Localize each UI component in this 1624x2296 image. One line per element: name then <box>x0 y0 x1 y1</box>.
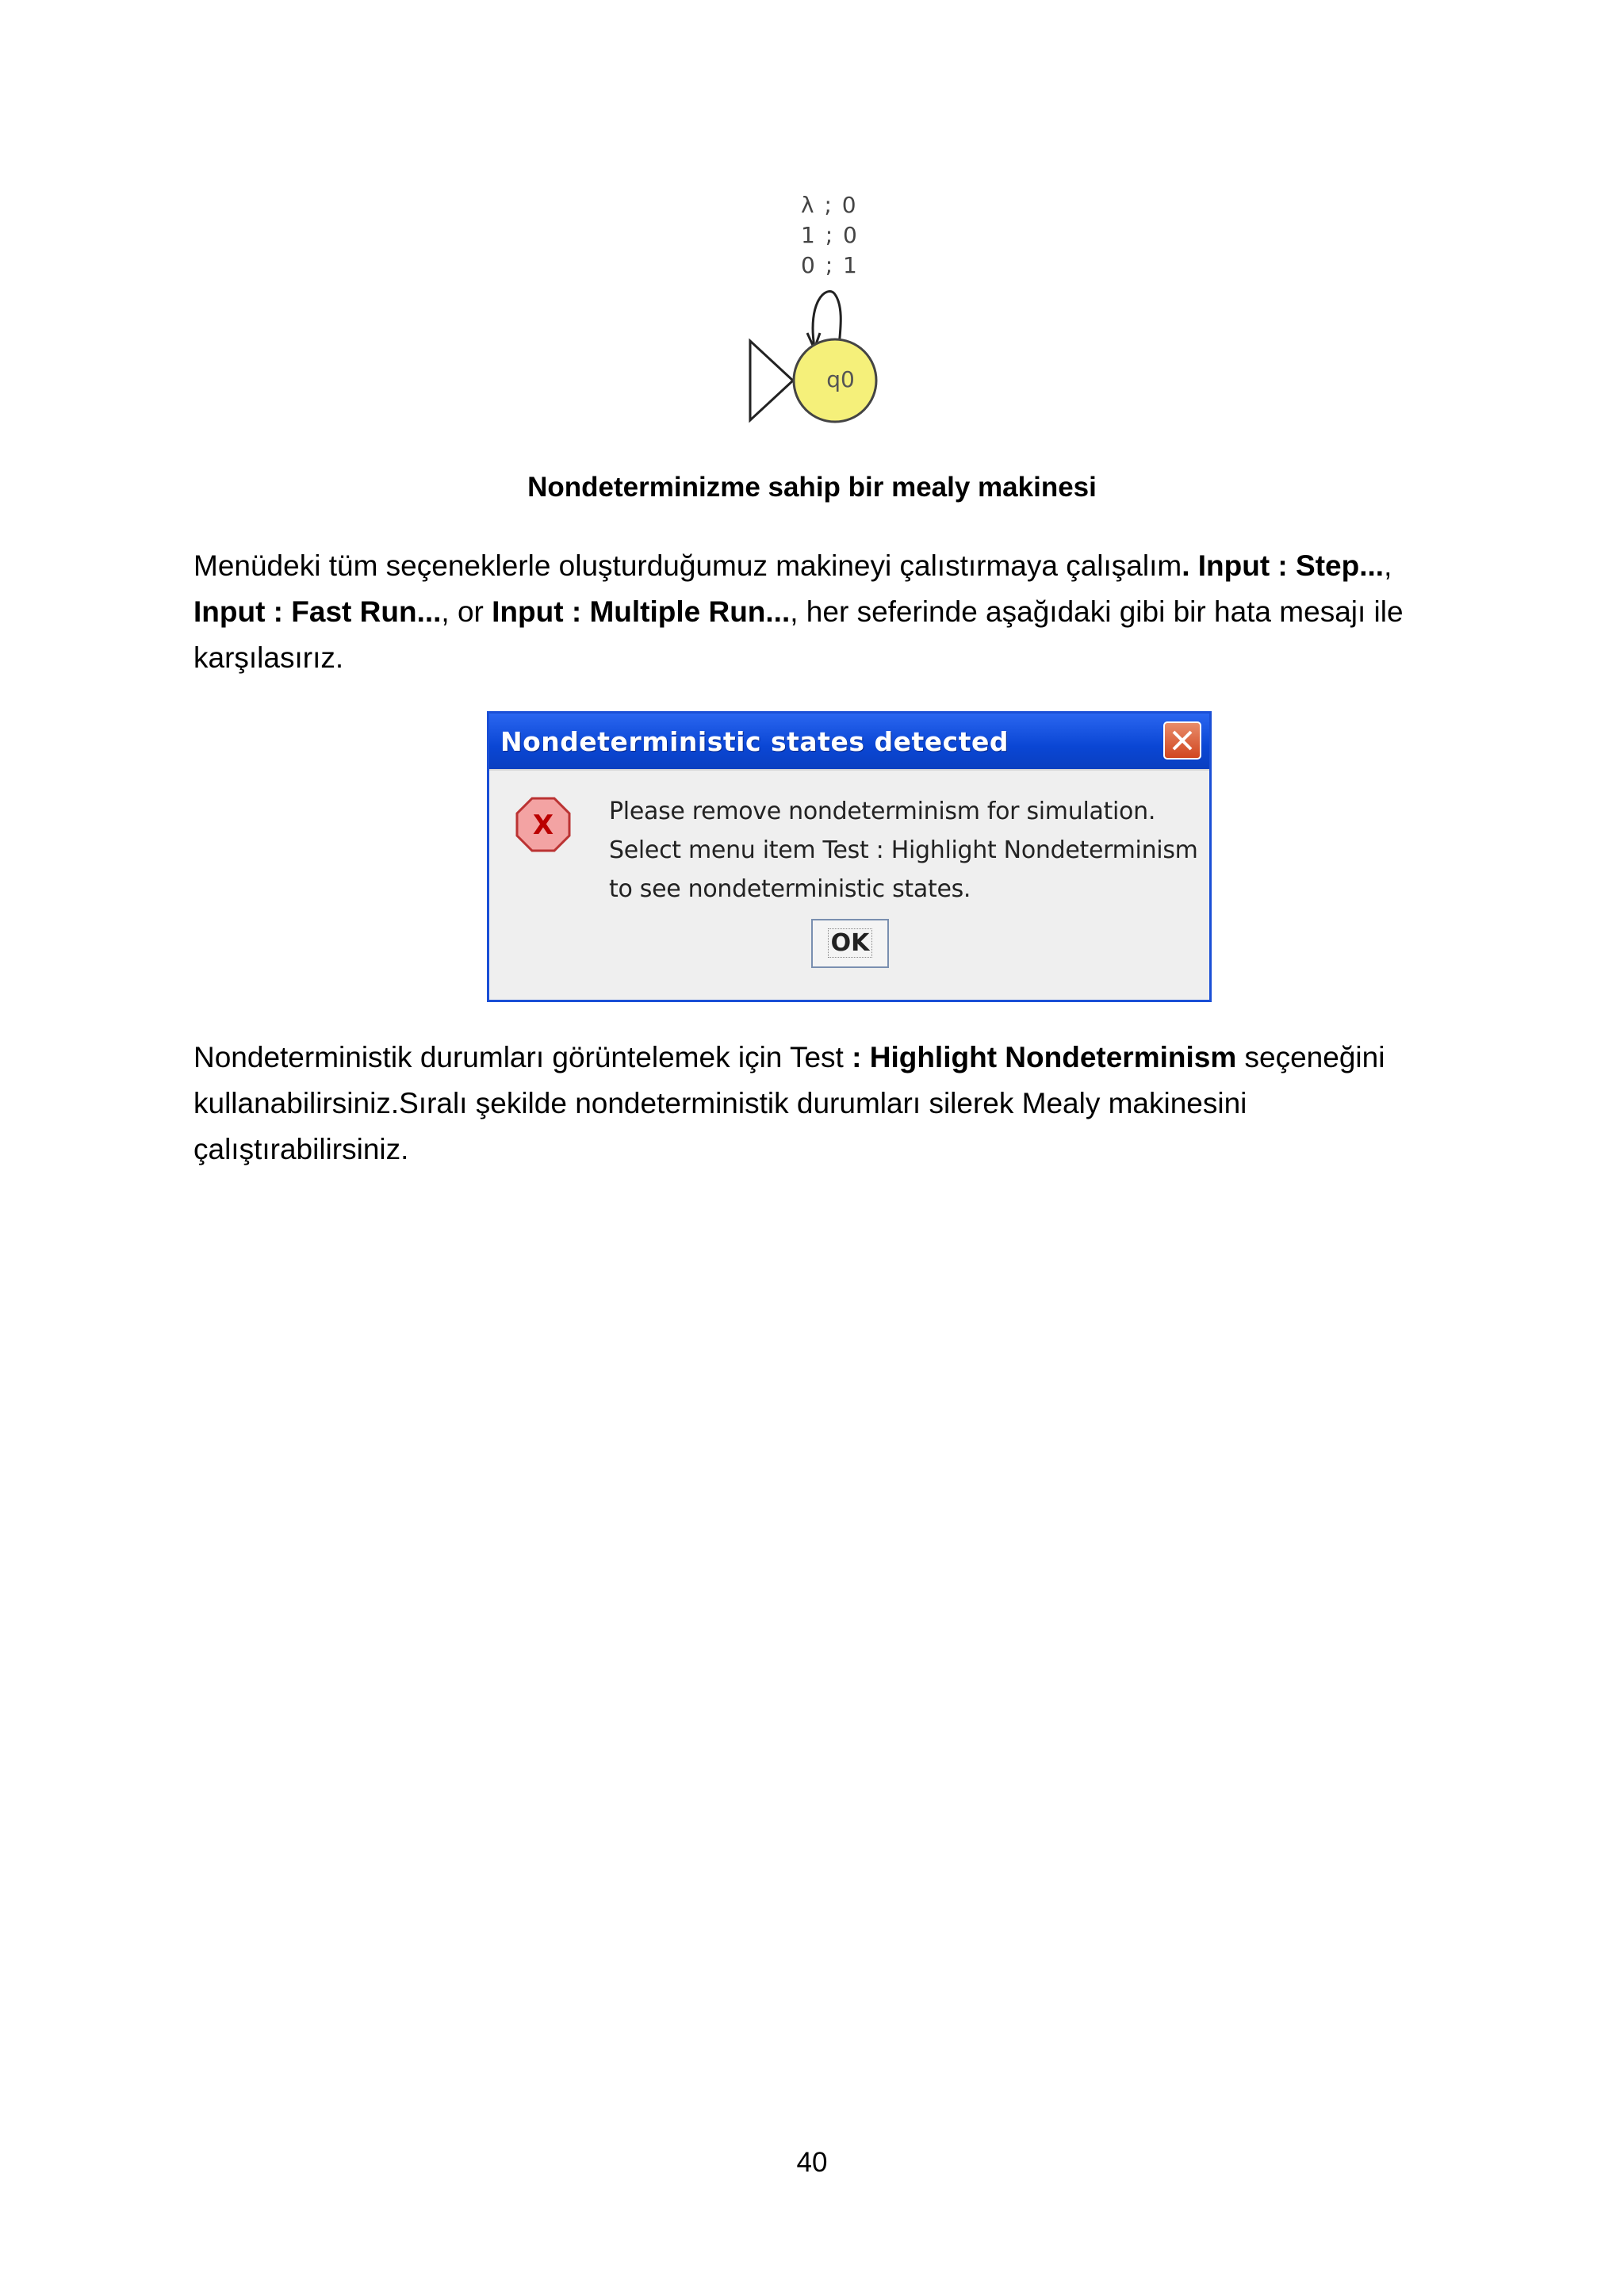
dialog-titlebar <box>489 714 1209 769</box>
svg-text:X: X <box>532 809 554 841</box>
error-icon <box>515 796 572 853</box>
text: Menüdeki tüm seçeneklerle oluşturduğumuz makineyi çalıstırmaya çalışalım <box>193 549 1182 582</box>
paragraph-2 <box>193 1035 1431 1173</box>
text: Nondeterministik durumları görüntelemek için Test <box>193 1041 852 1073</box>
text: seçeneğini kullanabilirsiniz.Sıralı şekilde nondeterministik durumları silerek Mealy makinesini çalıştırabilirsiniz. <box>193 1041 1385 1165</box>
state-graph <box>737 190 896 444</box>
close-icon <box>1165 723 1200 758</box>
ok-button-label: OK <box>828 928 873 958</box>
dialog-message-line: to see nondeterministic states. <box>609 875 971 903</box>
bold-text: . Input : Step... <box>1182 549 1385 582</box>
dialog-title: Nondeterministic states detected <box>500 726 1009 757</box>
bold-text: Input : Multiple Run... <box>492 595 791 628</box>
error-dialog <box>487 711 1212 1002</box>
transition-label: 1 ; 0 <box>801 222 859 248</box>
dialog-body <box>489 769 1209 1000</box>
ok-button[interactable] <box>811 919 889 968</box>
bold-text: : Highlight Nondeterminism <box>852 1041 1237 1073</box>
dialog-message-line: Select menu item Test : Highlight Nondeterminism <box>609 836 1198 864</box>
start-triangle <box>750 341 793 420</box>
transition-label: λ ; 0 <box>801 192 858 218</box>
mealy-machine-diagram <box>737 190 896 444</box>
paragraph-1 <box>193 543 1431 681</box>
figure-caption: Nondeterminizme sahip bir mealy makinesi <box>527 472 1097 503</box>
state-q0-label: q0 <box>826 366 855 392</box>
bold-text: Input : Fast Run... <box>193 595 442 628</box>
transition-label: 0 ; 1 <box>801 252 859 278</box>
page-number: 40 <box>796 2147 828 2178</box>
close-button[interactable] <box>1163 721 1201 760</box>
text: , her seferinde aşağıdaki gibi bir hata mesajı ile karşılasırız. <box>193 595 1404 674</box>
text: , <box>1384 549 1392 582</box>
dialog-message-line: Please remove nondeterminism for simulation. <box>609 798 1156 825</box>
text: , or <box>441 595 492 628</box>
